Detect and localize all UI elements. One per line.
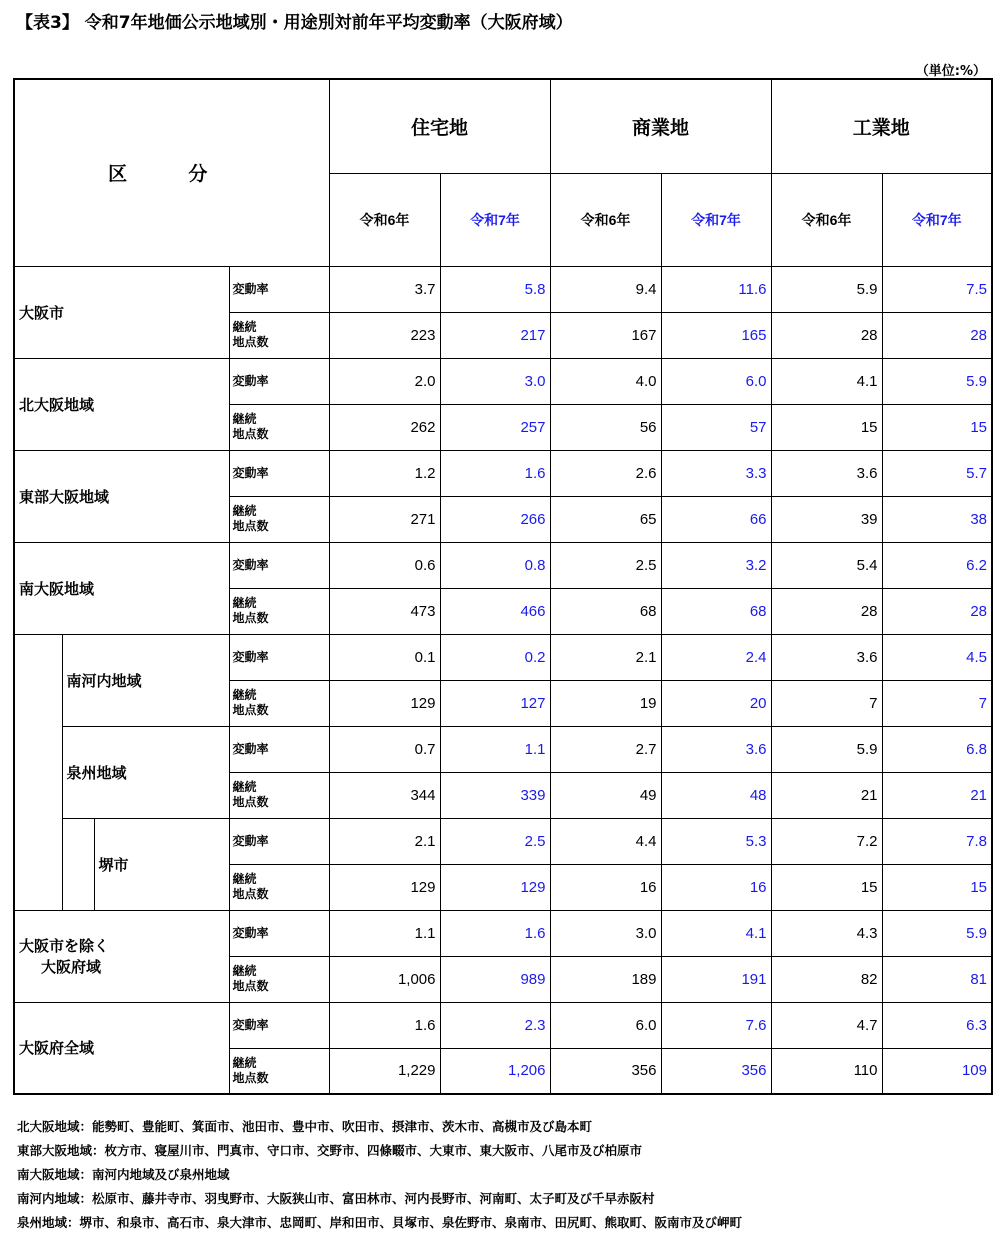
rate-value: 7.8 [882,818,992,864]
count-value: 56 [550,404,661,450]
sub-label-rate: 変動率 [229,358,329,404]
rate-value: 1.1 [329,910,440,956]
count-value: 21 [771,772,882,818]
count-value: 356 [550,1048,661,1094]
count-value: 129 [329,864,440,910]
header-year-prev: 令和6年 [771,173,882,266]
rate-value: 4.7 [771,1002,882,1048]
rate-value: 5.7 [882,450,992,496]
sub-label-count [229,496,329,542]
region-label: 大阪市を除く [19,938,110,955]
count-value: 28 [882,312,992,358]
table-title: 【表3】 令和7年地価公示地域別・用途別対前年平均変動率（大阪府域） [16,13,573,33]
rate-value: 1.2 [329,450,440,496]
sub-label-rate: 変動率 [229,910,329,956]
count-value: 57 [661,404,771,450]
header-residential: 住宅地 [329,79,550,173]
table-row [14,542,992,588]
count-value: 15 [771,404,882,450]
rate-value: 1.1 [440,726,550,772]
count-value: 257 [440,404,550,450]
rate-value: 3.6 [771,450,882,496]
count-value: 7 [771,680,882,726]
header-year-prev: 令和6年 [329,173,440,266]
header-year-prev: 令和6年 [550,173,661,266]
rate-value: 4.5 [882,634,992,680]
region-name [62,726,229,818]
sub-label-count-line: 地点数 [232,1070,269,1085]
count-value: 217 [440,312,550,358]
rate-value: 11.6 [661,266,771,312]
sub-label-count-line: 継続 [232,1055,257,1070]
indent-cell [14,818,62,910]
count-value: 28 [771,312,882,358]
rate-value: 2.3 [440,1002,550,1048]
region-label: 大阪府域 [41,959,102,976]
note-line: 南河内地域：松原市、藤井寺市、羽曳野市、大阪狭山市、富田林市、河内長野市、河南町、太子町及び千早赤阪村 [17,1191,655,1206]
count-value: 38 [882,496,992,542]
table-row [14,358,992,404]
sub-label-rate: 変動率 [229,1002,329,1048]
sub-label-count-line: 継続 [232,964,257,978]
rate-value: 2.6 [550,450,661,496]
rate-value: 0.7 [329,726,440,772]
count-value: 466 [440,588,550,634]
sub-label-count-line: 継続 [232,320,257,334]
rate-value: 6.0 [550,1002,661,1048]
count-value: 989 [440,956,550,1002]
sub-label-count [229,588,329,634]
rate-value: 0.1 [329,634,440,680]
region-name [94,818,229,910]
rate-value: 3.3 [661,450,771,496]
table-row [14,726,992,772]
sub-label-rate: 変動率 [229,726,329,772]
rate-value: 2.0 [329,358,440,404]
indent-cell [62,818,94,910]
rate-value: 1.6 [440,450,550,496]
rate-value: 5.9 [882,910,992,956]
rate-value: 0.8 [440,542,550,588]
region-label: 南大阪地域 [19,580,95,598]
count-value: 473 [329,588,440,634]
header-industrial: 工業地 [771,79,992,173]
count-value: 262 [329,404,440,450]
header-year-curr: 令和7年 [882,173,992,266]
count-value: 48 [661,772,771,818]
rate-value: 6.2 [882,542,992,588]
rate-value: 4.3 [771,910,882,956]
count-value: 21 [882,772,992,818]
rate-value: 5.9 [882,358,992,404]
sub-label-count-line: 継続 [232,780,257,794]
sub-label-count-line: 継続 [232,504,257,518]
count-value: 109 [882,1048,992,1094]
count-value: 15 [882,404,992,450]
rate-value: 2.5 [550,542,661,588]
table-row [14,818,992,864]
sub-label-count-line: 地点数 [232,703,269,717]
header-commercial: 商業地 [550,79,771,173]
count-value: 110 [771,1048,882,1094]
rate-value: 5.4 [771,542,882,588]
notes [17,1115,742,1235]
rate-value: 3.2 [661,542,771,588]
rate-value: 4.1 [661,910,771,956]
count-value: 49 [550,772,661,818]
sub-label-rate: 変動率 [229,634,329,680]
region-name [14,1002,229,1094]
rate-value: 4.4 [550,818,661,864]
count-value: 127 [440,680,550,726]
rate-value: 0.2 [440,634,550,680]
count-value: 189 [550,956,661,1002]
count-value: 1,006 [329,956,440,1002]
rate-value: 3.0 [550,910,661,956]
sub-label-count-line: 継続 [232,412,257,426]
header-year-curr: 令和7年 [440,173,550,266]
count-value: 191 [661,956,771,1002]
rate-value: 5.3 [661,818,771,864]
rate-value: 3.0 [440,358,550,404]
rate-value: 2.5 [440,818,550,864]
rate-value: 7.2 [771,818,882,864]
count-value: 129 [329,680,440,726]
rate-value: 4.0 [550,358,661,404]
rate-value: 7.5 [882,266,992,312]
count-value: 19 [550,680,661,726]
rate-value: 6.0 [661,358,771,404]
count-value: 1,206 [440,1048,550,1094]
rate-value: 7.6 [661,1002,771,1048]
sub-label-count [229,312,329,358]
rate-value: 1.6 [440,910,550,956]
count-value: 16 [661,864,771,910]
rate-value: 2.4 [661,634,771,680]
region-name [62,634,229,726]
rate-value: 4.1 [771,358,882,404]
table-row [14,450,992,496]
count-value: 39 [771,496,882,542]
rate-value: 5.9 [771,266,882,312]
count-value: 356 [661,1048,771,1094]
note-line: 東部大阪地域：枚方市、寝屋川市、門真市、守口市、交野市、四條畷市、大東市、東大阪市、八尾市及び柏原市 [17,1143,643,1158]
count-value: 82 [771,956,882,1002]
sub-label-count-line: 地点数 [232,611,269,625]
region-name [14,910,229,1002]
sub-label-count [229,680,329,726]
count-value: 1,229 [329,1048,440,1094]
rate-value: 2.1 [329,818,440,864]
rate-value: 3.6 [661,726,771,772]
sub-label-count [229,956,329,1002]
count-value: 271 [329,496,440,542]
indent-cell [14,726,62,818]
region-label: 堺市 [98,856,129,874]
count-value: 339 [440,772,550,818]
sub-label-count-line: 地点数 [232,795,269,809]
sub-label-count-line: 継続 [232,872,257,886]
count-value: 65 [550,496,661,542]
region-name [14,358,229,450]
region-name [14,450,229,542]
rate-value: 0.6 [329,542,440,588]
rate-value: 9.4 [550,266,661,312]
count-value: 7 [882,680,992,726]
sub-label-count [229,1048,329,1094]
sub-label-count-line: 地点数 [232,519,269,533]
indent-cell [14,634,62,726]
count-value: 223 [329,312,440,358]
count-value: 66 [661,496,771,542]
note-line: 泉州地域：堺市、和泉市、高石市、泉大津市、忠岡町、岸和田市、貝塚市、泉佐野市、泉南市、田尻町、熊取町、阪南市及び岬町 [17,1215,743,1230]
sub-label-count-line: 継続 [232,688,257,702]
region-label: 北大阪地域 [19,396,95,414]
sub-label-count [229,772,329,818]
sub-label-count-line: 継続 [232,596,257,610]
sub-label-rate: 変動率 [229,450,329,496]
table-row [14,634,992,680]
rate-value: 2.1 [550,634,661,680]
sub-label-rate: 変動率 [229,542,329,588]
sub-label-rate: 変動率 [229,818,329,864]
count-value: 28 [771,588,882,634]
rate-value: 5.9 [771,726,882,772]
count-value: 81 [882,956,992,1002]
count-value: 165 [661,312,771,358]
count-value: 344 [329,772,440,818]
sub-label-count-line: 地点数 [232,887,269,901]
rate-value: 6.3 [882,1002,992,1048]
note-line: 南大阪地域：南河内地域及び泉州地域 [17,1167,230,1182]
table-row [14,910,992,956]
count-value: 167 [550,312,661,358]
count-value: 20 [661,680,771,726]
land-price-table [13,78,993,1095]
rate-value: 3.7 [329,266,440,312]
region-label: 泉州地域 [66,764,127,782]
table-row [14,1002,992,1048]
kubun-header: 区 分 [14,79,329,266]
count-value: 16 [550,864,661,910]
rate-value: 6.8 [882,726,992,772]
region-label: 東部大阪地域 [19,488,110,506]
sub-label-count-line: 地点数 [232,427,269,441]
count-value: 15 [771,864,882,910]
rate-value: 5.8 [440,266,550,312]
header-year-curr: 令和7年 [661,173,771,266]
count-value: 68 [550,588,661,634]
count-value: 129 [440,864,550,910]
sub-label-count [229,404,329,450]
sub-label-count-line: 地点数 [232,979,269,993]
region-label: 大阪府全域 [19,1040,95,1058]
count-value: 68 [661,588,771,634]
sub-label-count-line: 地点数 [232,335,269,349]
region-name [14,542,229,634]
rate-value: 3.6 [771,634,882,680]
note-line: 北大阪地域：能勢町、豊能町、箕面市、池田市、豊中市、吹田市、摂津市、茨木市、高槻市及び島本町 [17,1119,593,1134]
region-label: 南河内地域 [66,672,142,690]
region-name [14,266,229,358]
rate-value: 1.6 [329,1002,440,1048]
sub-label-rate: 変動率 [229,266,329,312]
count-value: 15 [882,864,992,910]
count-value: 266 [440,496,550,542]
sub-label-count [229,864,329,910]
unit-label: （単位:%） [915,64,986,79]
table-row [14,266,992,312]
count-value: 28 [882,588,992,634]
rate-value: 2.7 [550,726,661,772]
region-label: 大阪市 [19,304,65,322]
